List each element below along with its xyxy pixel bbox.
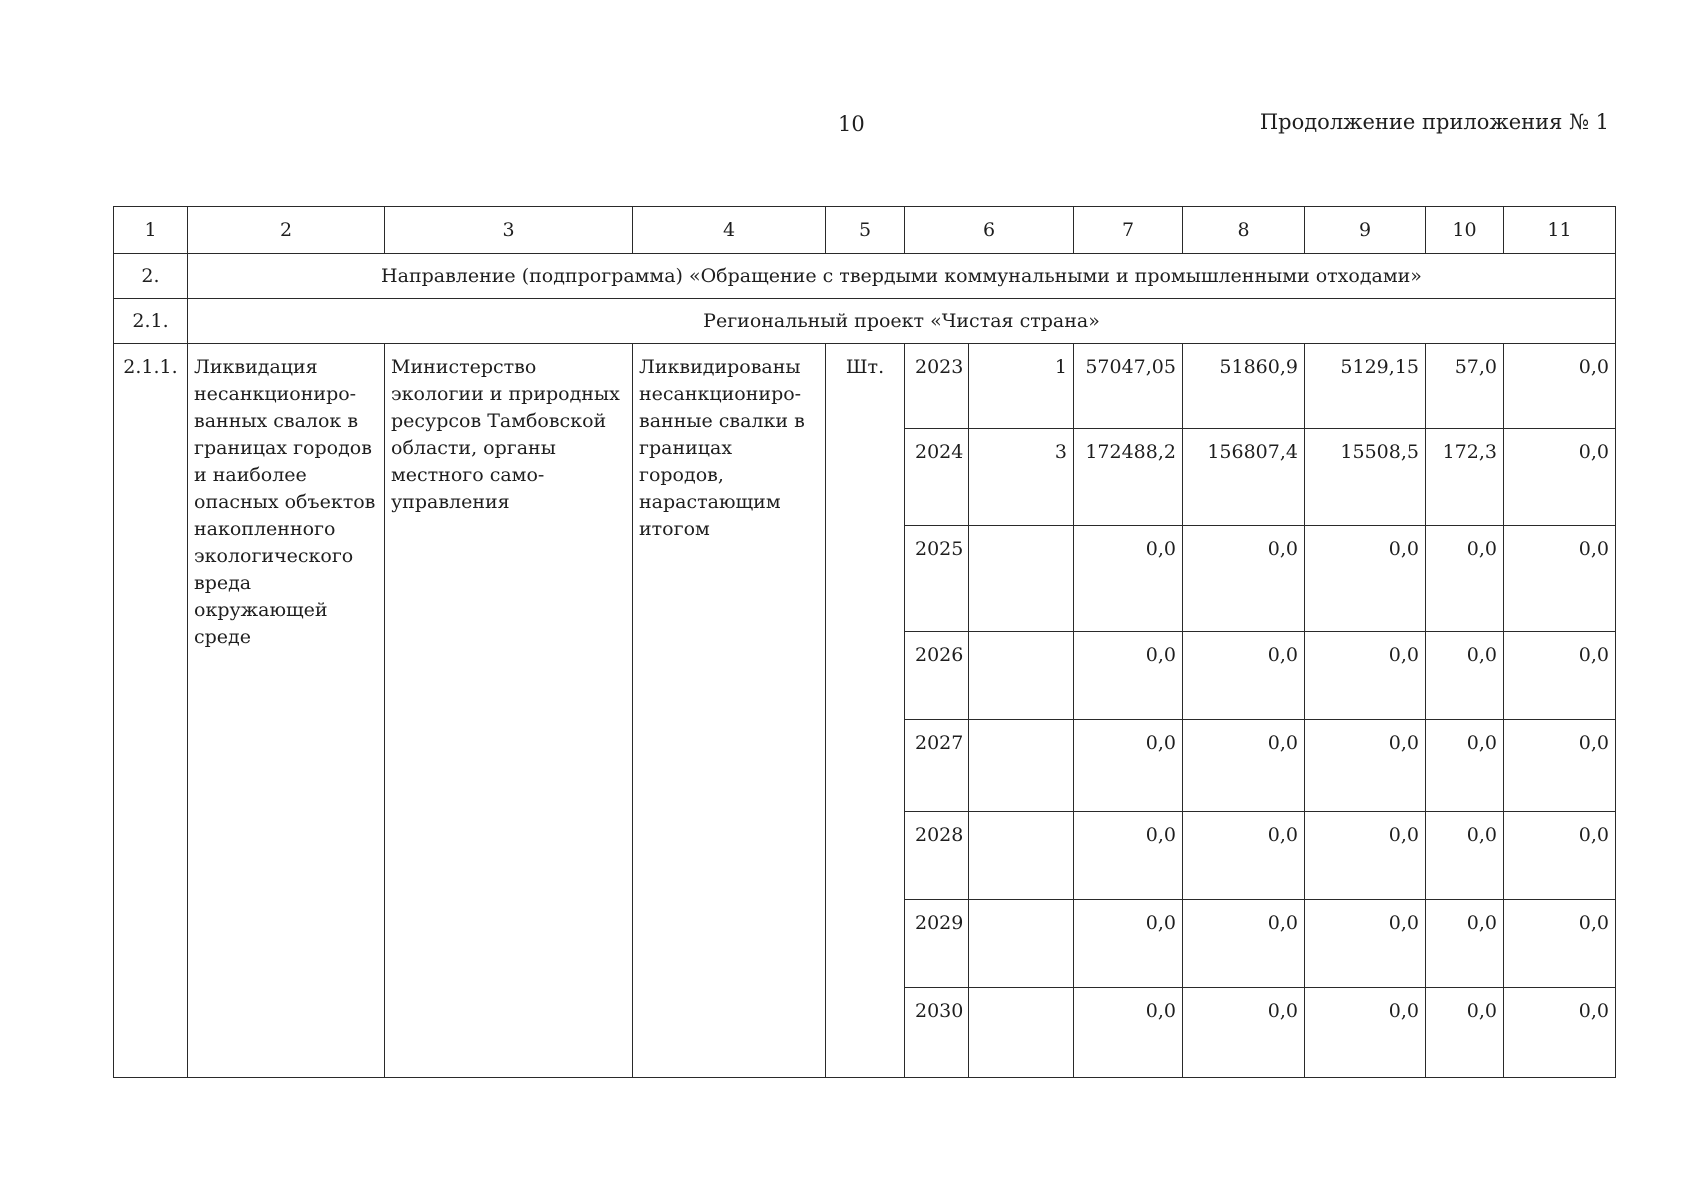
indicator-value	[969, 900, 1074, 988]
funding-col-11: 0,0	[1504, 988, 1616, 1078]
year-cell: 2026	[905, 632, 969, 720]
project-number: 2.1.	[114, 299, 188, 344]
funding-col-10: 57,0	[1426, 344, 1504, 429]
funding-col-9: 0,0	[1305, 632, 1426, 720]
funding-col-8: 0,0	[1183, 812, 1305, 900]
expected-result: Ликвидированы несанкциониро-ванные свалки в границах городов, нарастающим итогом	[633, 344, 826, 1078]
year-cell: 2024	[905, 429, 969, 526]
column-number: 2	[188, 207, 385, 254]
funding-col-10: 0,0	[1426, 526, 1504, 632]
funding-col-9: 0,0	[1305, 812, 1426, 900]
funding-col-9: 5129,15	[1305, 344, 1426, 429]
funding-col-8: 0,0	[1183, 988, 1305, 1078]
funding-col-11: 0,0	[1504, 900, 1616, 988]
funding-col-10: 0,0	[1426, 900, 1504, 988]
funding-col-9: 15508,5	[1305, 429, 1426, 526]
funding-col-11: 0,0	[1504, 344, 1616, 429]
funding-total: 0,0	[1074, 812, 1183, 900]
funding-col-10: 0,0	[1426, 812, 1504, 900]
project-row	[114, 299, 1616, 344]
funding-col-9: 0,0	[1305, 720, 1426, 812]
funding-col-11: 0,0	[1504, 632, 1616, 720]
item-number: 2.1.1.	[114, 344, 188, 1078]
funding-col-11: 0,0	[1504, 812, 1616, 900]
indicator-value	[969, 812, 1074, 900]
indicator-value: 3	[969, 429, 1074, 526]
funding-col-8: 0,0	[1183, 526, 1305, 632]
project-title: Региональный проект «Чистая страна»	[188, 299, 1616, 344]
column-number: 3	[385, 207, 633, 254]
funding-total: 172488,2	[1074, 429, 1183, 526]
funding-total: 0,0	[1074, 632, 1183, 720]
item-name: Ликвидация несанкциониро-ванных свалок в границах городов и наиболее опасных объектов накопленного экологического вреда окружающей среде	[188, 344, 385, 1078]
funding-col-10: 0,0	[1426, 720, 1504, 812]
year-cell: 2028	[905, 812, 969, 900]
indicator-value	[969, 720, 1074, 812]
section-row	[114, 254, 1616, 299]
funding-total: 0,0	[1074, 720, 1183, 812]
column-number: 4	[633, 207, 826, 254]
column-number: 9	[1305, 207, 1426, 254]
responsible-executor: Министерство экологии и природных ресурсов Тамбовской области, органы местного само-управления	[385, 344, 633, 1078]
page-number: 10	[838, 112, 865, 136]
column-number: 7	[1074, 207, 1183, 254]
indicator-value	[969, 526, 1074, 632]
funding-col-10: 0,0	[1426, 988, 1504, 1078]
column-number: 6	[905, 207, 1074, 254]
indicator-value	[969, 988, 1074, 1078]
year-cell: 2027	[905, 720, 969, 812]
funding-col-9: 0,0	[1305, 988, 1426, 1078]
year-cell: 2023	[905, 344, 969, 429]
year-cell: 2030	[905, 988, 969, 1078]
column-number: 8	[1183, 207, 1305, 254]
column-number-row	[114, 207, 1616, 254]
funding-col-9: 0,0	[1305, 900, 1426, 988]
unit-of-measure: Шт.	[826, 344, 905, 1078]
funding-col-10: 0,0	[1426, 632, 1504, 720]
funding-total: 0,0	[1074, 526, 1183, 632]
column-number: 11	[1504, 207, 1616, 254]
funding-col-10: 172,3	[1426, 429, 1504, 526]
section-number: 2.	[114, 254, 188, 299]
column-number: 5	[826, 207, 905, 254]
section-title: Направление (подпрограмма) «Обращение с твердыми коммунальными и промышленными отходами»	[188, 254, 1616, 299]
funding-total: 57047,05	[1074, 344, 1183, 429]
column-number: 10	[1426, 207, 1504, 254]
funding-col-8: 51860,9	[1183, 344, 1305, 429]
year-cell: 2025	[905, 526, 969, 632]
column-number: 1	[114, 207, 188, 254]
funding-total: 0,0	[1074, 900, 1183, 988]
funding-col-8: 156807,4	[1183, 429, 1305, 526]
funding-col-9: 0,0	[1305, 526, 1426, 632]
funding-col-8: 0,0	[1183, 632, 1305, 720]
funding-col-8: 0,0	[1183, 720, 1305, 812]
funding-total: 0,0	[1074, 988, 1183, 1078]
year-cell: 2029	[905, 900, 969, 988]
indicator-value: 1	[969, 344, 1074, 429]
table-row	[114, 344, 1616, 429]
funding-col-11: 0,0	[1504, 429, 1616, 526]
continuation-note: Продолжение приложения № 1	[1259, 110, 1609, 134]
indicator-value	[969, 632, 1074, 720]
funding-col-8: 0,0	[1183, 900, 1305, 988]
program-table	[113, 206, 1616, 1078]
funding-col-11: 0,0	[1504, 526, 1616, 632]
funding-col-11: 0,0	[1504, 720, 1616, 812]
